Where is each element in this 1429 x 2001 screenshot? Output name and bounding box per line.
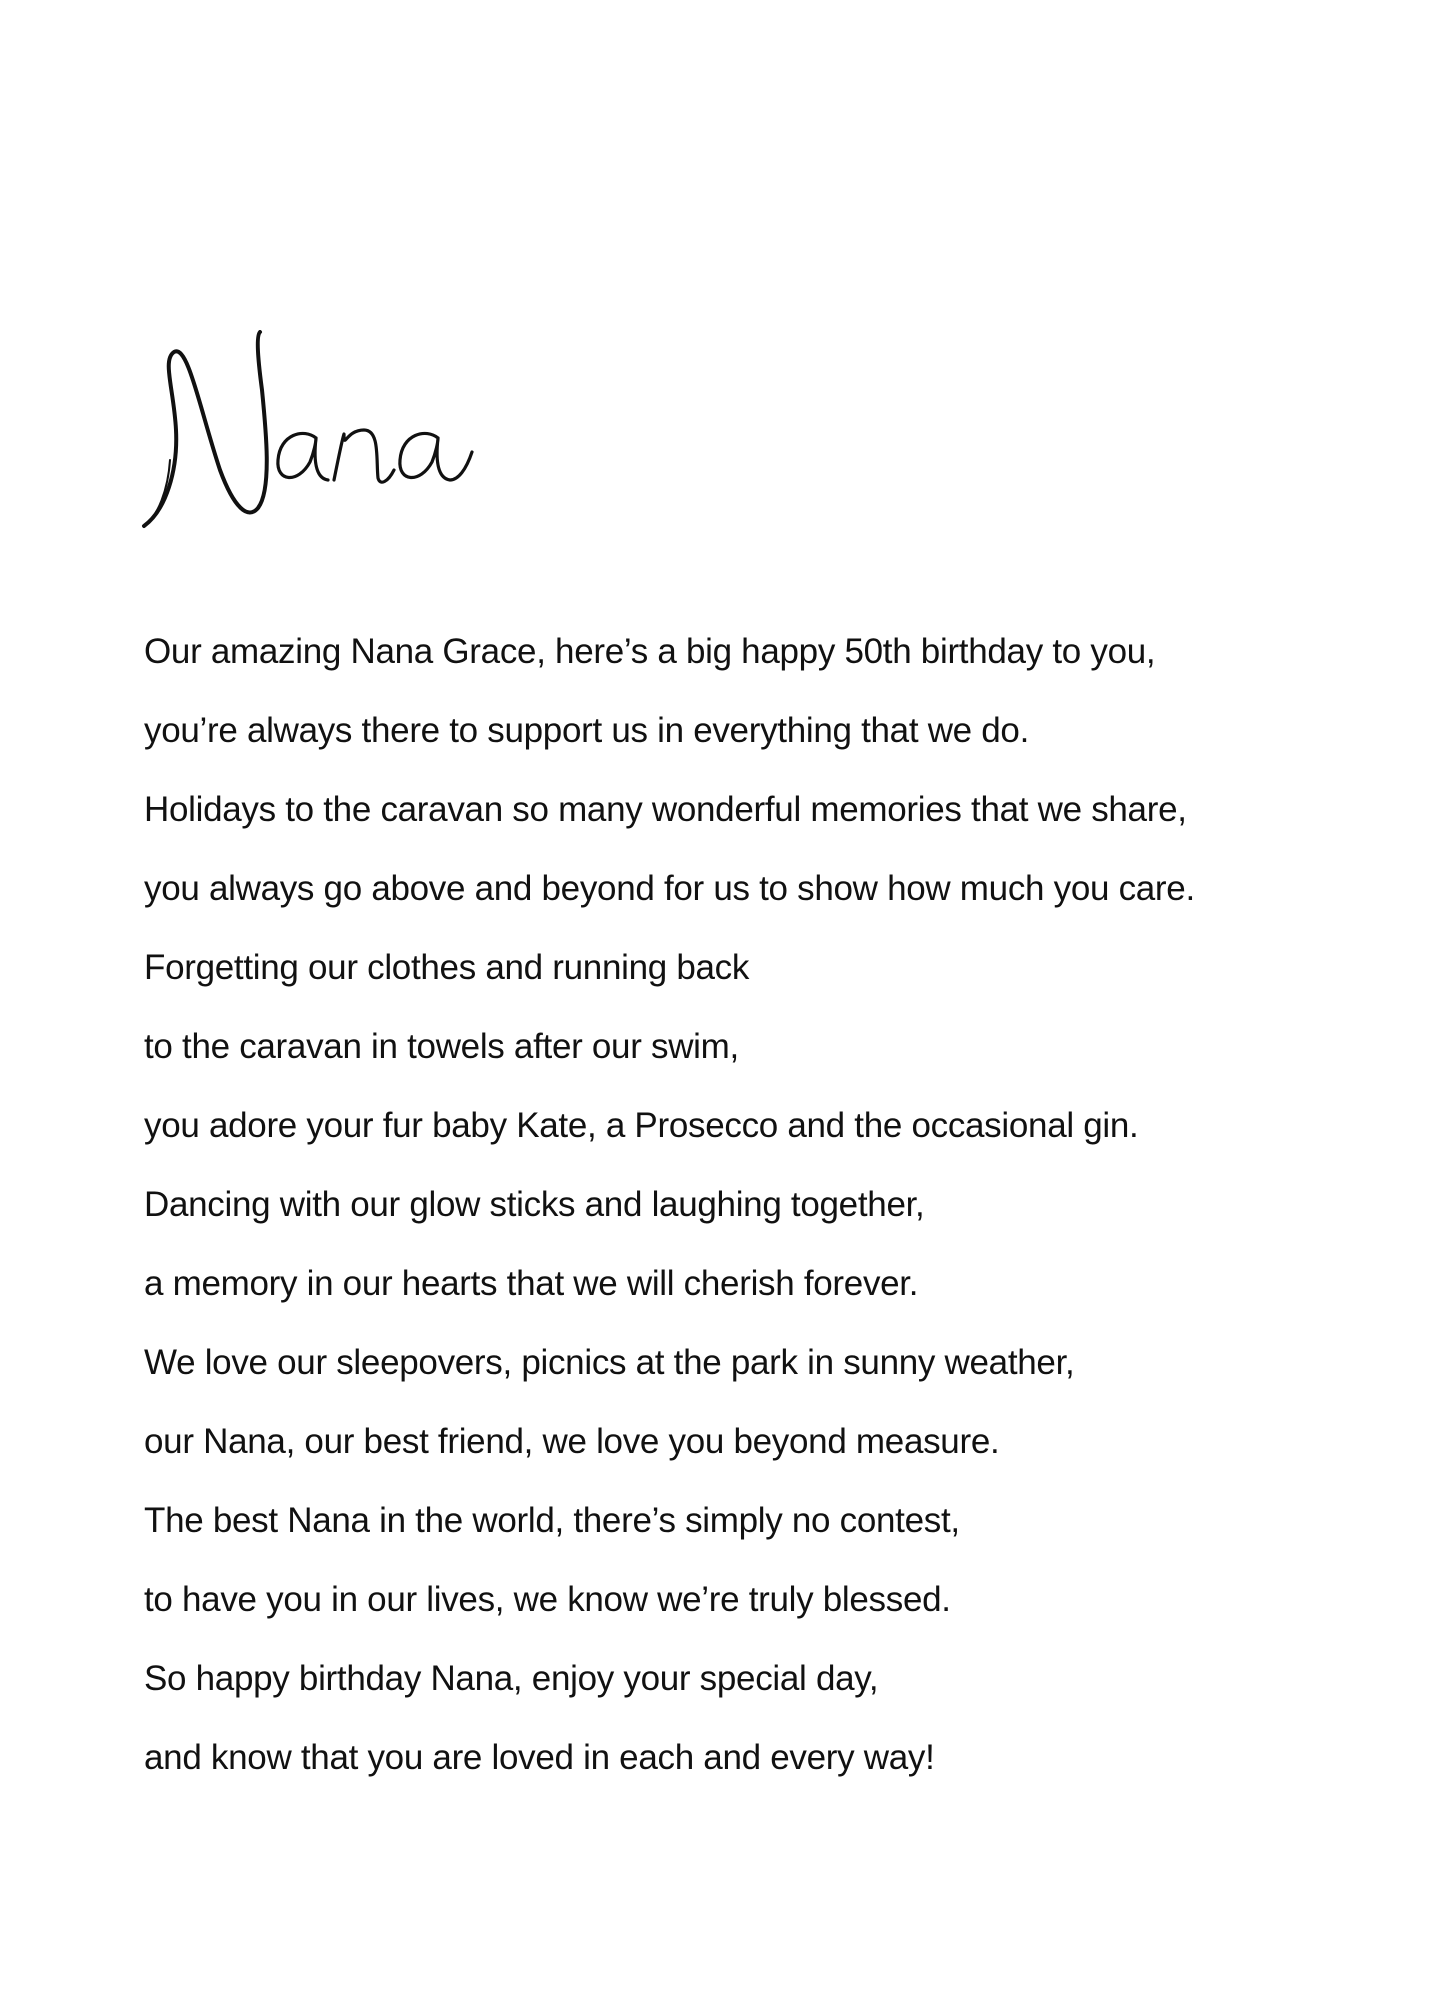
poem-line: Holidays to the caravan so many wonderful memories that we share,	[144, 790, 1187, 829]
poem-line: you’re always there to support us in everything that we do.	[144, 711, 1030, 750]
script-title-lettering	[138, 330, 558, 530]
poem-line: to have you in our lives, we know we’re truly blessed.	[144, 1580, 951, 1619]
page-title	[138, 330, 558, 530]
poem-line: and know that you are loved in each and every way!	[144, 1738, 935, 1777]
poem-line: We love our sleepovers, picnics at the park in sunny weather,	[144, 1343, 1075, 1382]
poem-line: you always go above and beyond for us to show how much you care.	[144, 869, 1195, 908]
poem-line: to the caravan in towels after our swim,	[144, 1027, 739, 1066]
poem-line: a memory in our hearts that we will cherish forever.	[144, 1264, 919, 1303]
poem-line: The best Nana in the world, there’s simply no contest,	[144, 1501, 960, 1540]
poem	[144, 612, 1404, 1797]
poem-line: our Nana, our best friend, we love you beyond measure.	[144, 1422, 1000, 1461]
poem-line: So happy birthday Nana, enjoy your special day,	[144, 1659, 879, 1698]
poem-line: Dancing with our glow sticks and laughing together,	[144, 1185, 925, 1224]
poem-line: Forgetting our clothes and running back	[144, 948, 750, 987]
poem-line: Our amazing Nana Grace, here’s a big happy 50th birthday to you,	[144, 632, 1156, 671]
poem-line: you adore your fur baby Kate, a Prosecco and the occasional gin.	[144, 1106, 1139, 1145]
